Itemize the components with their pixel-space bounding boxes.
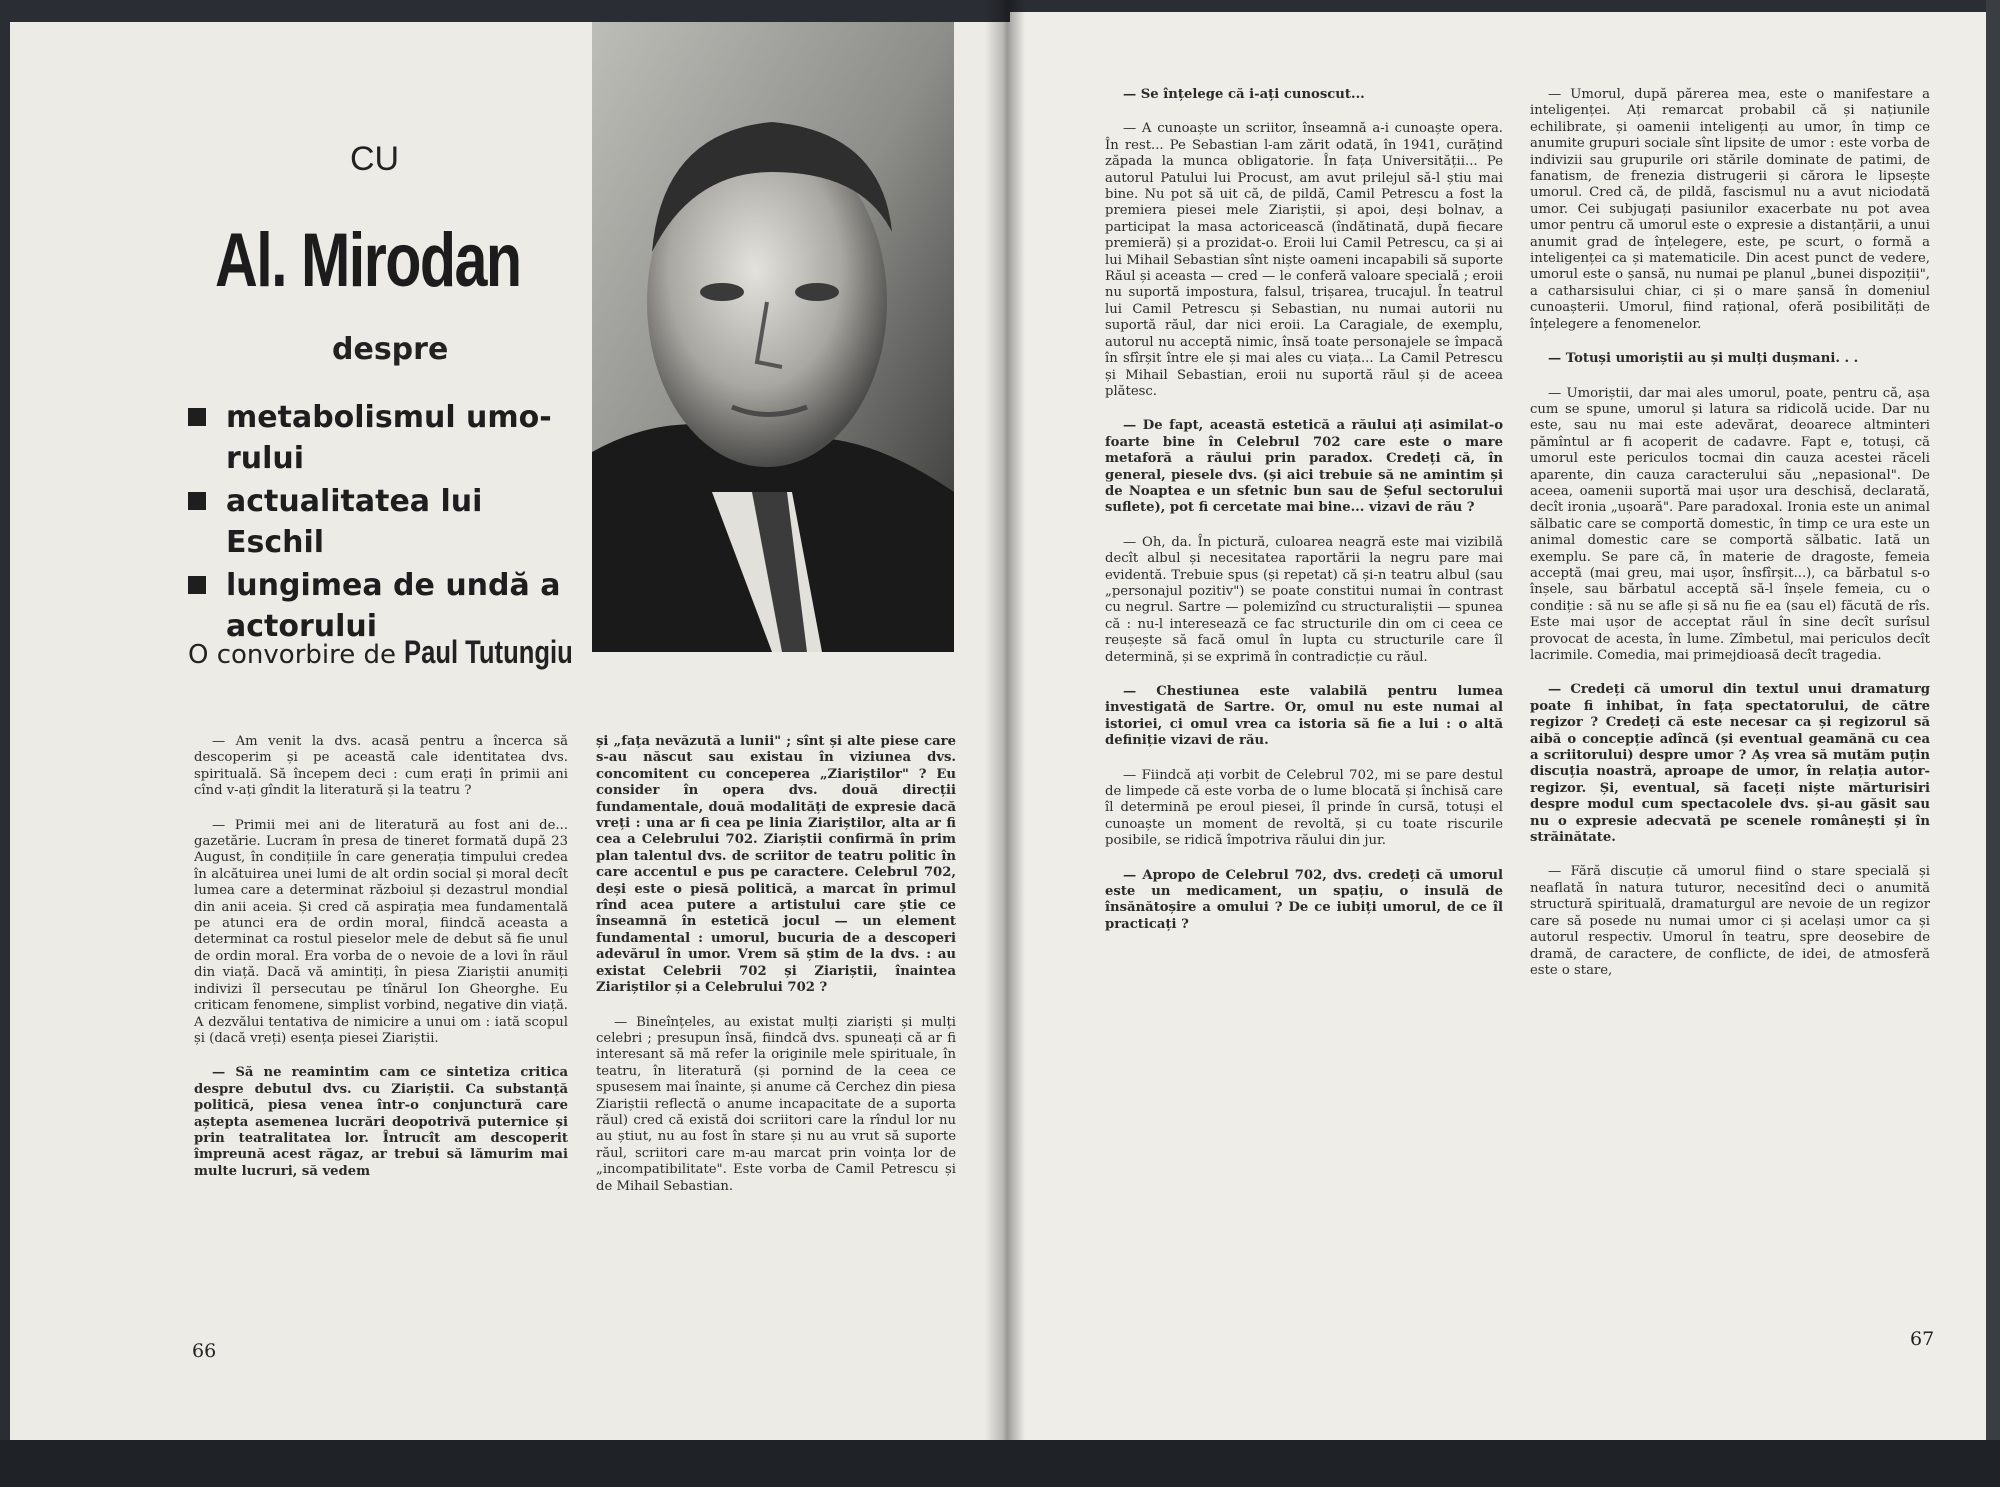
author-portrait-photo	[592, 22, 954, 652]
byline-prefix: O convorbire de	[188, 640, 396, 670]
topic-text: lungimea de undă a actorului	[226, 568, 561, 644]
text-column-1	[194, 734, 568, 1198]
topic-item	[188, 481, 578, 563]
square-bullet-icon	[188, 408, 206, 426]
text-column-3	[1105, 87, 1503, 951]
book-gutter	[985, 0, 1025, 1487]
page-number: 67	[1910, 1328, 1935, 1350]
despre-label: despre	[332, 332, 449, 367]
paragraph-answer: — Oh, da. În pictură, culoarea neagră este mai vizibilă decît albul și necesitatea raportării la negru pare mai evidentă. Trebuie spus (și repetat) că și-n teatru albul (sau „personajul pozitiv") se poate constitui numai în contrast cu negrul. Sartre — polemizînd cu structuraliștii — spunea că : nu-l interesează ce fac structurile din om ci ceea ce reușește să facă omul în lupta cu structurile care îl determină, și se exprimă în contradicție cu răul.	[1105, 534, 1503, 665]
author-title: Al. Mirodan	[215, 218, 521, 303]
paragraph-answer: — Primii mei ani de literatură au fost ani de... gazetărie. Lucram în presa de tineret formată după 23 August, în condițiile în care generația timpului credea în alcătuirea unei lumi de alt ordin social și moral decît lumea care a determinat războiul și dezastrul mondial din anii aceia. Și cred că aspirația mea fundamentală pe atunci era de ordin moral, fiindcă aceasta a determinat ca rostul pieselor mele de debut să fie unul de ordin moral. Era vorba de o nevoie de a lovi în răul din viață. Dacă vă amintiți, în piesa Ziariștii anumiți indivizi îl persecutau pe tînărul Ion Gheorghe. Eu criticam fenomene, simplist vorbind, negative din viață. A dezvălui tentativa de nimicire a unui om : iată scopul și (dacă vreți) esența piesei Ziariștii.	[194, 817, 568, 1046]
topic-item	[188, 397, 578, 479]
byline-name: Paul Tutungiu	[404, 634, 574, 670]
paragraph-answer: — A cunoaște un scriitor, înseamnă a-i cunoaște opera. În rest... Pe Sebastian l-am zărit odată, în 1941, curățind zăpada la munca obligatorie. În fața Universității... Pe autorul Patului lui Procust, am avut prilejul să-l știu mai bine. Nu pot să uit că, de pildă, Camil Petrescu a fost la premiera piesei mele Ziariștii, și apoi, deși bolnav, a participat la masa actoricească (îndătinată, după fiecare premieră) și a prozidat-o. Eroii lui Camil Petrescu, ca și ai lui Mihail Sebastian sînt niște oameni incapabili să suporte Răul și aceasta — cred — le conferă valoare specială ; eroii nu suportă impostura, falsul, trișarea, trucajul. În teatrul lui Camil Petrescu și Sebastian, nu numai autorii nu suportă răul, dar nici eroii. La Caragiale, de exemplu, autorul nu acceptă nimic, însă toate personajele se împacă în sfîrșit între ele și mai ales cu viața... La Camil Petrescu și Mihail Sebastian, eroii nu suportă răul și de aceea plătesc.	[1105, 121, 1503, 399]
topic-text: actualitatea lui Eschil	[226, 484, 483, 560]
paragraph-question: — Să ne reamintim cam ce sintetiza critica despre debutul dvs. cu Ziariștii. Ca substanță politică, piesa venea într-o conjunctură care aștepta asemenea lucrări deopotrivă puternice și prin teatralitatea lor. Întrucît am descoperit împreună acest răgaz, ar trebui să lămurim mai multe lucruri, să vedem	[194, 1065, 568, 1179]
square-bullet-icon	[188, 576, 206, 594]
paragraph-answer: — Fără discuție că umorul fiind o stare specială și neaflată în natura tuturor, necesitînd deci o anumită structură spirituală, dramaturgul are nevoie de un regizor care să posede nu numai umor ci și același umor ca și autorul respectiv. Umorul în teatru, spre deosebire de dramă, de caractere, de conflicte, de idei, de atmosferă este o stare,	[1530, 864, 1930, 978]
square-bullet-icon	[188, 492, 206, 510]
paragraph-answer: — Umoriștii, dar mai ales umorul, poate, pentru că, așa cum se spune, umorul și latura sa ridicolă ucide. Dar nu este, sau nu mai este adevărat, deoarece altminteri pămîntul ar fi acoperit de cadavre. Fapt e, totuși, că umorul este periculos tocmai din cauza acestei răceli aparente, din cauza caracterului său „nepasional". De aceea, oamenii suportă mai ușor ura deschisă, declarată, decît ironia „ușoară". Pare paradoxal. Ironia este un animal sălbatic care se comportă domestic, în timp ce ura este un animal domestic care se comportă sălbatic. Iată un exemplu. Se pare că, în materie de dragoste, femeia acceptă (mai greu, mai ușor, însfîrșit...), ca bărbatul s-o înșele, sau bărbatul acceptă să-l înșele femeia, cu o condiție : să nu se afle și să nu fie ea (sau el) făcută de rîs. Este mai ușor de acceptat răul în sine decît surîsul provocat de acesta, în lume. Zîmbetul, mai periculos decît lacrimile. Comedia, mai primejdioasă decît tragedia.	[1530, 385, 1930, 663]
text-column-2	[596, 734, 956, 1213]
paragraph-question: — Totuși umoriștii au și mulți dușmani. . .	[1548, 351, 1859, 367]
paragraph-question: — Apropo de Celebrul 702, dvs. credeți că umorul este un medicament, un spațiu, o insulă de însănătoșire a omului ? De ce iubiți umorul, de ce îl practicați ?	[1105, 867, 1503, 932]
paragraph-answer: — Umorul, după părerea mea, este o manifestare a inteligenței. Ați remarcat probabil că și națiunile echilibrate, și oamenii inteligenți au umor, în timp ce anumite grupuri sociale sînt lipsite de umor : este vorba de indivizii sau grupurile ori stările dominate de patimi, de fanatism, de frenezia distrugerii și cărora le lipsește umorul. Cred că, de pildă, fascismul nu a avut niciodată umor. Cei subjugați pasiunilor exacerbate nu pot avea umor pentru că umorul este o expresie a distanțării, a unui anumit grad de înțelegere, este, pe scurt, o formă a inteligenței ca și matematicile. Din acest punct de vedere, umorul este o șansă, nu numai pe planul „bunei dispoziții", a catharsisului chiar, ci și o mare șansă în domeniul cunoașterii. Umorul, fiind rațional, oferă posibilități de înțelegere a fenomenelor.	[1530, 87, 1930, 332]
paragraph-question: și „fața nevăzută a lunii" ; sînt și alte piese care s-au născut sau existau în viziunea dvs. concomitent cu conceperea „Ziariștilor" ? Eu consider în opera dvs. două direcții fundamentale, două modalități de expresie dacă vreți : una ar fi cea pe linia Ziariștilor, alta ar fi cea a Celebrului 702. Ziariștii confirmă în prim plan talentul dvs. de scriitor de teatru politic în care accentul e pus pe caractere. Celebrul 702, deși este o piesă politică, a marcat în primul rînd acea putere a artistului care știe ce înseamnă în estetică jocul — un element fundamental : umorul, bucuria de a descoperi adevărul în umor. Vrem să știm de la dvs. : au existat Celebrii 702 și Ziariștii, înaintea Ziariștilor și a Celebrului 702 ?	[596, 734, 956, 996]
right-page	[1010, 12, 2000, 1487]
paragraph-question: — Credeți că umorul din textul unui dramaturg poate fi inhibat, în fața spectatorului, de către regizor ? Credeți că este necesar ca și regizorul să aibă o concepție adîncă (și eventual geamănă cu cea a scriitorului) despre umor ? Aș vrea să mutăm puțin discuția noastră, aproape de umor, în relația autor-regizor. Și, eventual, să faceți niște mărturisiri despre modul cum spectacolele dvs. și-au găsit sau nu o expresie adecvată pe scenele românești și în străinătate.	[1530, 682, 1930, 846]
paragraph-question: — Se înțelege că i-ați cunoscut...	[1123, 87, 1365, 102]
background-surface	[0, 1440, 2000, 1487]
byline	[188, 634, 615, 671]
paragraph-question: — De fapt, această estetică a răului ați asimilat-o foarte bine în Celebrul 702 care este o mare metaforă a răului prin paradox. Credeți că, în general, piesele dvs. (și aici trebuie să ne amintim și de Noaptea e un sfetnic bun sau de Șeful sectorului suflete), pot fi cercetate mai bine... vizavi de rău ?	[1105, 418, 1503, 516]
topic-list	[188, 397, 578, 649]
paragraph-answer: — Bineînțeles, au existat mulți ziariști și mulți celebri ; presupun însă, fiindcă dvs. spuneați că ar fi interesant să mă refer la originile mele spirituale, în teatru, în literatură (și pornind de la ceea ce spusesem mai înainte, și anume că Cerchez din piesa Ziariștii reflectă o anume incapacitate de a suporta răul) cred că există doi scriitori care la rîndul lor nu au știut, nu au fost în stare și nu au vrut să suporte răul, scriitori care m-au marcat prin voința lor de „incompatibilitate". Este vorba de Camil Petrescu și de Mihail Sebastian.	[596, 1014, 956, 1194]
page-edge	[1986, 0, 2000, 1487]
paragraph-question: — Chestiunea este valabilă pentru lumea investigată de Sartre. Or, omul nu este numai al istoriei, ci omul vrea ca istoria să fie a lui : o altă definiție vizavi de rău.	[1105, 684, 1503, 749]
left-page	[10, 22, 1010, 1487]
text-column-4	[1530, 87, 1930, 997]
paragraph-question: — Am venit la dvs. acasă pentru a încerca să descoperim și pe această cale identitatea dvs. spirituală. Să începem deci : cum erați în primii ani cînd v-ați gîndit la literatură și la teatru ?	[194, 734, 568, 799]
header-cu: CU	[350, 140, 400, 178]
page-number: 66	[192, 1340, 217, 1362]
topic-text: metabolismul umo-rului	[226, 400, 552, 476]
paragraph-answer: — Fiindcă ați vorbit de Celebrul 702, mi se pare destul de limpede că este vorba de o lume blocată și închisă care îl determină pe eroul piesei, îl prinde în cursă, totuși el cunoaște un moment de revoltă, și cu toate riscurile posibile, se ridică împotriva răului din jur.	[1105, 767, 1503, 849]
